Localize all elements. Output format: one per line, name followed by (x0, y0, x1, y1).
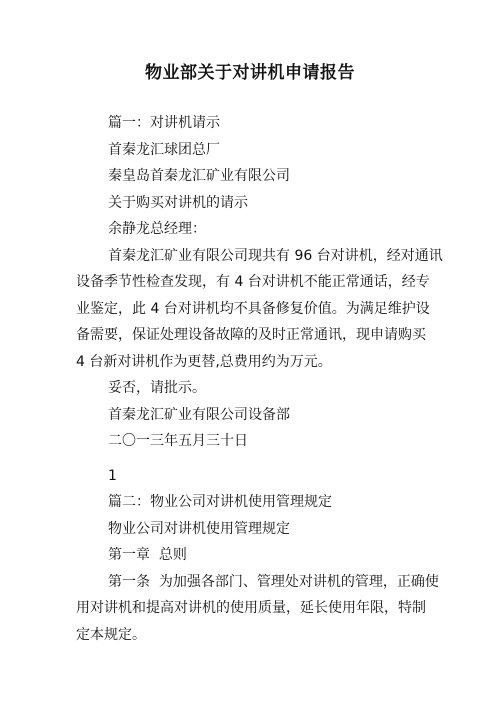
chapter-heading: 第一章 总则 (108, 547, 187, 563)
article-paragraph (76, 569, 440, 649)
body-line: 备需要，保证处理设备故障的及时正常通讯，现申请购买 (76, 327, 426, 343)
body-line: 4 台新对讲机作为更替,总费用约为万元。 (76, 353, 332, 370)
salutation: 余静龙总经理： (108, 221, 206, 237)
article-line: 用对讲机和提高对讲机的使用质量，延长使用年限，特制 (76, 600, 426, 616)
recipient-org: 首秦龙汇球团总厂 (108, 141, 220, 158)
part1-heading: 篇一：对讲机请示 (108, 115, 220, 131)
part2-subtitle: 物业公司对讲机使用管理规定 (108, 520, 290, 537)
company-name: 秦皇岛首秦龙汇矿业有限公司 (108, 168, 290, 184)
date-line: 二〇一三年五月三十日 (108, 433, 248, 449)
article-line: 定本规定。 (76, 626, 146, 643)
body-line: 设备季节性检查发现，有 4 台对讲机不能正常通话，经专 (76, 274, 430, 290)
signature: 首秦龙汇矿业有限公司设备部 (108, 406, 290, 423)
request-body-paragraph (76, 243, 443, 376)
article-line: 第一条 为加强各部门、管理处对讲机的管理，正确使 (108, 573, 439, 590)
closing-line: 妥否，请批示。 (108, 380, 206, 396)
request-subject: 关于购买对讲机的请示 (108, 194, 248, 211)
body-line: 首秦龙汇矿业有限公司现共有 96 台对讲机，经对通讯 (108, 247, 443, 264)
part2-heading: 篇二：物业公司对讲机使用管理规定 (108, 494, 332, 510)
page-number: 1 (108, 467, 117, 484)
document-body (76, 110, 443, 648)
body-line: 业鉴定，此 4 台对讲机均不具备修复价值。为满足维护设 (76, 300, 430, 317)
document-title: 物业部关于对讲机申请报告 (145, 63, 355, 83)
